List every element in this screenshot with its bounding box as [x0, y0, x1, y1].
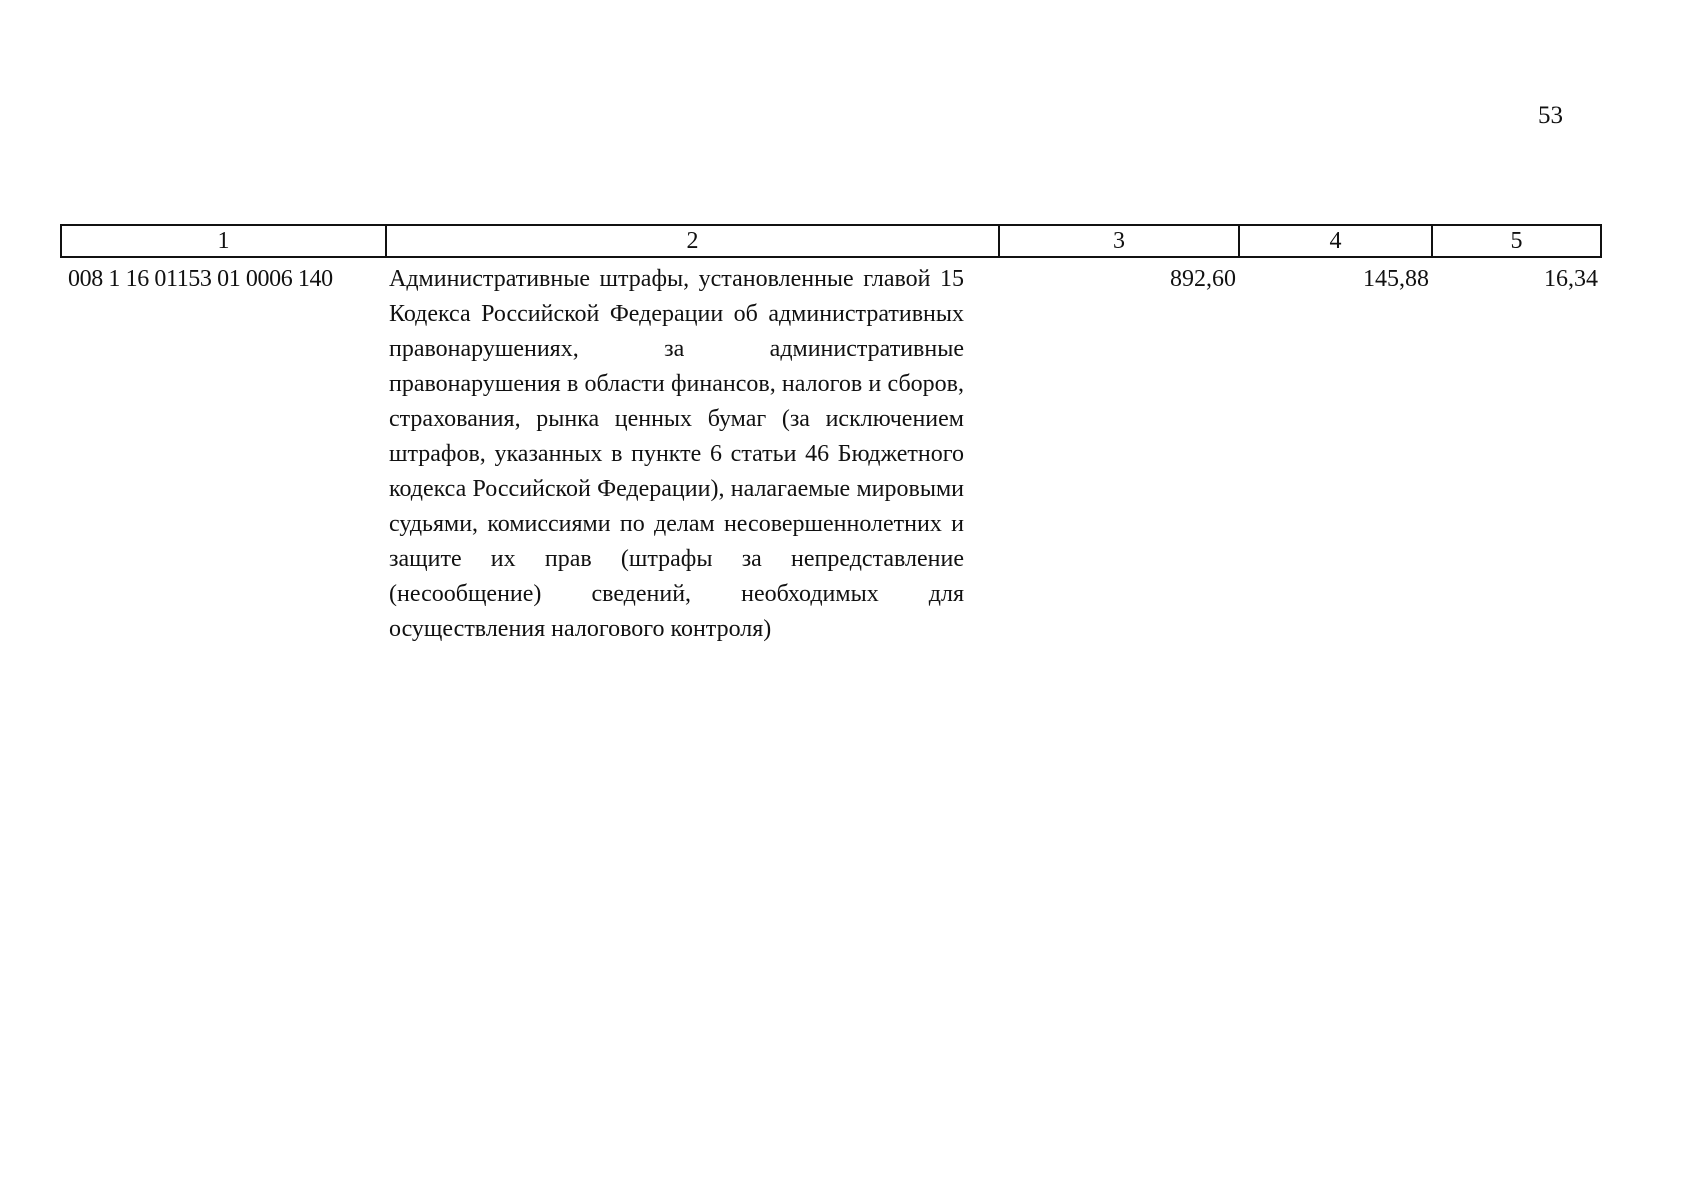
table-header	[61, 225, 1601, 257]
budget-table	[60, 224, 1602, 647]
header-cell-3: 3	[999, 225, 1239, 257]
value-cell-col4: 145,88	[1363, 266, 1429, 292]
header-cell-1: 1	[61, 225, 386, 257]
description-text: Административные штрафы, установленные главой 15 Кодекса Российской Федерации об административных правонарушениях, за административные правонарушения в области финансов, налогов и сборов, страхования, рынка ценных бумаг (за исключением штрафов, указанных в пункте 6 статьи 46 Бюджетного кодекса Российской Федерации), налагаемые мировыми судьями, комиссиями по делам несовершеннолетних и защите их прав (штрафы за непредставление (несообщение) сведений, необходимых для осуществления налогового контроля)	[389, 266, 964, 642]
header-cell-4: 4	[1239, 225, 1432, 257]
header-cell-2: 2	[386, 225, 999, 257]
value-cell-col5: 16,34	[1544, 266, 1598, 292]
value-cell-col3: 892,60	[1170, 266, 1236, 292]
table-row	[61, 257, 1601, 647]
budget-code-cell: 008 1 16 01153 01 0006 140	[68, 266, 333, 292]
table-body	[61, 257, 1601, 647]
page-number: 53	[1538, 102, 1563, 129]
header-row	[61, 225, 1601, 257]
header-cell-5: 5	[1432, 225, 1601, 257]
description-cell	[386, 257, 999, 647]
